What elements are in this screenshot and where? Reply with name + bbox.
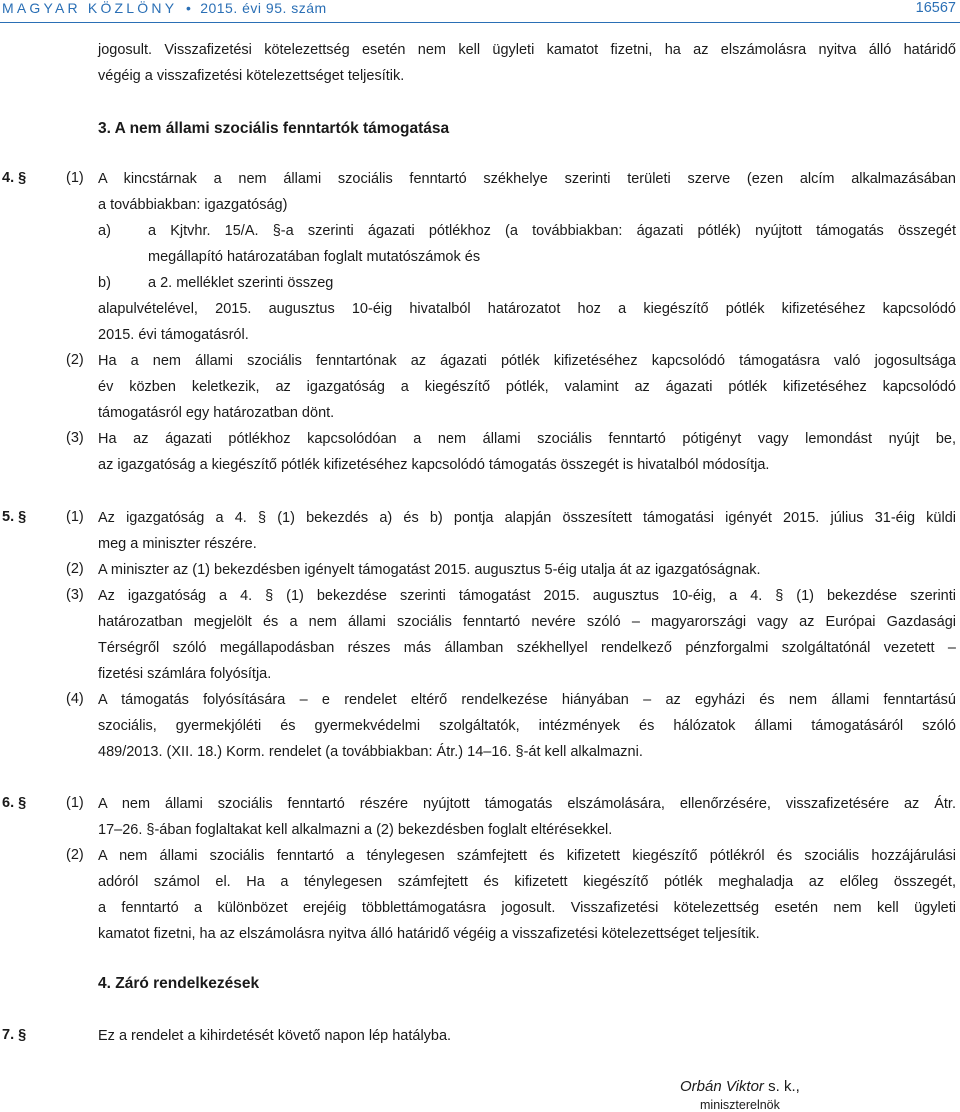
signature-name [680,1078,800,1095]
text-line: Ha a nem állami szociális fenntartónak az ágazati pótlék kifizetéséhez kapcsolódó támogatásra való jogosultsága [98,353,956,369]
text-line: A miniszter az (1) bekezdésben igényelt támogatást 2015. augusztus 5-éig utalja át az igazgatóságnak. [98,562,761,578]
text-line: szociális, gyermekjóléti és gyermekvédelmi szolgáltatók, intézmények és hálózatok állami támogatásáról szóló [98,718,956,734]
paragraph-number: (2) [66,352,84,368]
page-number: 16567 [915,0,956,16]
section-number: 5. § [2,509,27,525]
text-line: kamatot fizetni, ha az elszámolásra nyitva álló határidő végéig a visszafizetési kötelezettséget teljesítik. [98,926,760,942]
text-line: fizetési számlára folyósítja. [98,666,272,682]
text-line: A támogatás folyósítására – e rendelet eltérő rendelkezése hiányában – az egyházi és nem állami fenntartású [98,692,956,708]
section-heading: 3. A nem állami szociális fenntartók támogatása [98,120,450,137]
text-line: 2015. évi támogatásról. [98,327,249,343]
paragraph-number: (1) [66,795,84,811]
section-number: 7. § [2,1027,27,1043]
paragraph-number: (3) [66,430,84,446]
text-line: A nem állami szociális fenntartó a ténylegesen számfejtett és kifizetett kiegészítő pótlékról és szociális hozzájárulási [98,848,956,864]
page-header [0,0,960,20]
signatory-title: miniszterelnök [700,1098,780,1112]
text-line: Térségről szóló megállapodásban részes más államban székhellyel rendelkező pénzforgalmi szolgáltatónál vezetett – [98,640,956,656]
text-line: adóról számol el. Ha a ténylegesen számfejtett és kifizetett kiegészítő pótlék meghaladja az előleg összegét, [98,874,956,890]
text-line: Ez a rendelet a kihirdetését követő napon lép hatályba. [98,1028,452,1044]
text-line: Ha az ágazati pótlékhoz kapcsolódóan a nem állami szociális fenntartó pótigényt vagy lemondást nyújt be, [98,431,956,447]
text-line: Az igazgatóság a 4. § (1) bekezdése szerinti támogatást 2015. augusztus 10-éig, a 4. § (1) bekezdése szerinti [98,588,956,604]
list-marker: b) [98,275,111,291]
text-line: A nem állami szociális fenntartó részére nyújtott támogatás elszámolására, ellenőrzésére, visszafizetésére az Átr. [98,796,956,812]
issue-info: 2015. évi 95. szám [200,0,327,16]
paragraph-number: (2) [66,561,84,577]
journal-title: MAGYAR KÖZLÖNY [2,0,178,16]
text-line: a Kjtvhr. 15/A. §-a szerinti ágazati pótlékhoz (a továbbiakban: ágazati pótlék) nyújtott támogatás összegét [148,223,956,239]
text-line: 17–26. §-ában foglaltakat kell alkalmazni a (2) bekezdésben foglalt eltérésekkel. [98,822,613,838]
text-line: 489/2013. (XII. 18.) Korm. rendelet (a továbbiakban: Átr.) 14–16. §-át kell alkalmazni. [98,744,643,760]
text-line: év közben keletkezik, az igazgatóság a kiegészítő pótlék, valamint az ágazati pótlék kifizetéséhez kapcsolódó [98,379,956,395]
text-line: megállapító határozatában foglalt mutatószámok és [148,249,481,265]
text-line: Az igazgatóság a 4. § (1) bekezdés a) és b) pontja alapján összesített támogatási igényét 2015. július 31-éig küldi [98,510,956,526]
section-number: 4. § [2,170,27,186]
paragraph-number: (3) [66,587,84,603]
list-marker: a) [98,223,111,239]
header-bullet: • [186,0,192,16]
paragraph-number: (1) [66,170,84,186]
text-line: alapulvételével, 2015. augusztus 10-éig hivatalból határozatot hoz a kiegészítő pótlék kifizetéséhez kapcsolódó [98,301,956,317]
paragraph-number: (4) [66,691,84,707]
paragraph-number: (2) [66,847,84,863]
text-line: a fenntartó a különbözet erejéig többlettámogatásra jogosult. Visszafizetési kötelezettség esetén nem kell ügyleti [98,900,956,916]
text-line: az igazgatóság a kiegészítő pótlék kifizetéséhez kapcsolódó támogatás összegét is hivatalból módosítja. [98,457,770,473]
text-line: meg a miniszter részére. [98,536,257,552]
text-line: jogosult. Visszafizetési kötelezettség esetén nem kell ügyleti kamatot fizetni, ha az elszámolásra nyitva álló határidő [98,42,956,58]
signatory-name: Orbán Viktor [680,1078,764,1095]
header-divider [0,22,960,23]
text-line: A kincstárnak a nem állami szociális fenntartó székhelye szerinti területi szerve (ezen alcím alkalmazásában [98,171,956,187]
text-line: végéig a visszafizetési kötelezettséget teljesítik. [98,68,405,84]
text-line: a 2. melléklet szerinti összeg [148,275,334,291]
text-line: a továbbiakban: igazgatóság) [98,197,288,213]
text-line: határozatban megjelölt és a nem állami szociális fenntartó nevére szóló – magyarországi vagy az Európai Gazdasági [98,614,956,630]
section-number: 6. § [2,795,27,811]
text-line: támogatásról egy határozatban dönt. [98,405,335,421]
signature-suffix: s. k., [763,1078,800,1095]
section-heading: 4. Záró rendelkezések [98,975,260,992]
journal-info [2,0,327,16]
paragraph-number: (1) [66,509,84,525]
